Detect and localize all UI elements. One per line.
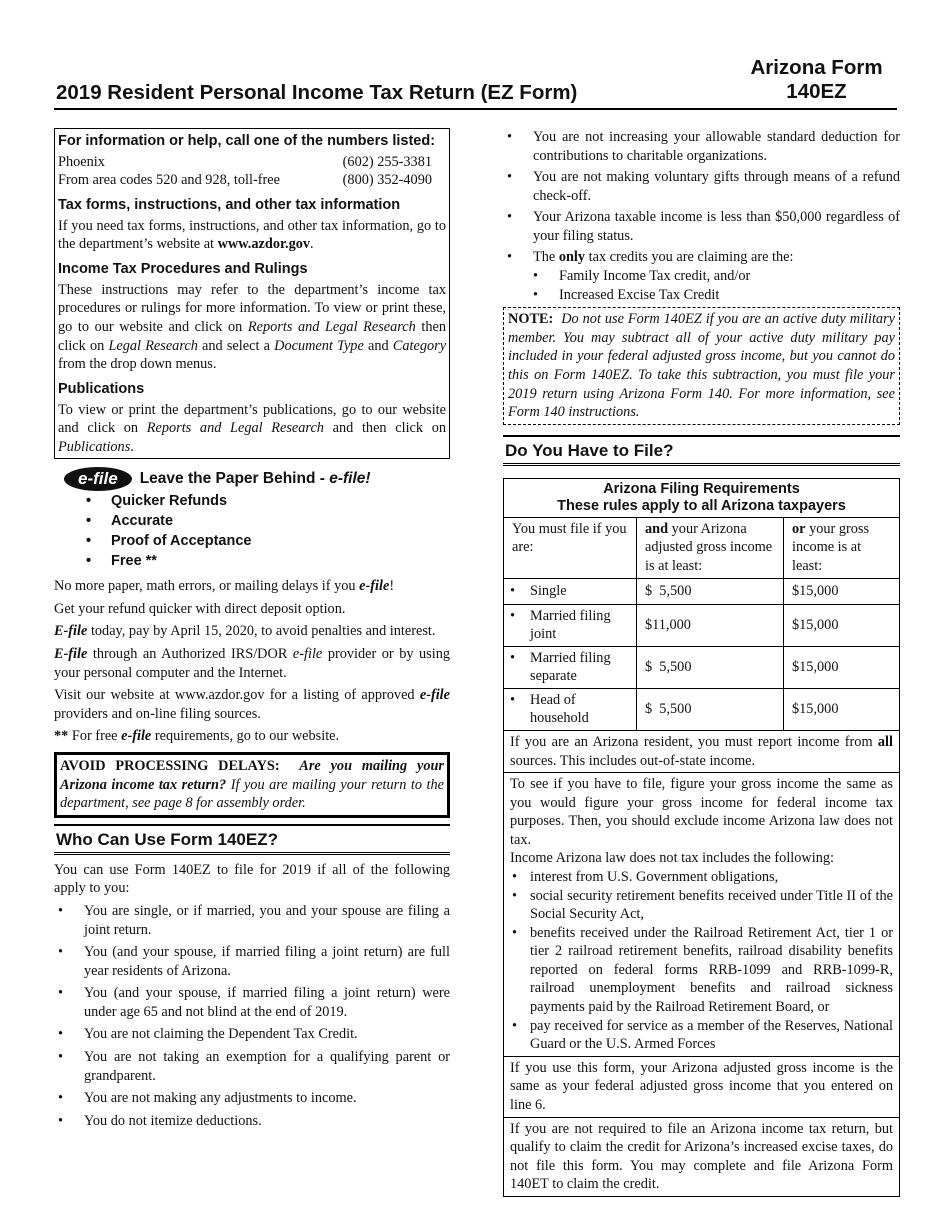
eligibility-list [503,128,900,267]
document-type-ref: Document Type [274,337,364,354]
efile-paragraph [54,622,450,641]
efile-text: Visit our website at www.azdor.gov for a listing of approved [54,687,415,704]
table-row [504,578,900,604]
resident-all: all [877,733,893,750]
rulings-text-1: These instructions may refer to the department’s income tax procedures or rulings for more information. To view or print these, go to our website and click on [58,281,446,335]
list-item [503,248,900,267]
efile-logo: e-file [64,467,132,491]
efile-paragraph [54,727,450,746]
gross-cell: $15,000 [784,646,900,688]
list-item: • benefits received under the Railroad Retirement Act, tier 1 or tier 2 railroad retirement benefits, railroad disability benefits reported on federal forms RRB-1099 and RRB-1099-R, railroad unemployment benefits and railroad sickness payments paid by the Railroad Retirement Board, or [510,924,893,1017]
agi-cell: $ 5,500 [637,578,784,604]
phone-row [58,153,446,172]
status-label: Married filing separate [530,649,611,685]
list-item: • You are not claiming the Dependent Tax Credit. [54,1025,450,1044]
status-cell: • Married filing separate [504,646,637,688]
who-intro: You can use Form 140EZ to file for 2019 if all of the following apply to you: [54,861,450,897]
note-text: Do not use Form 140EZ if you are an active duty military member. You may subtract all of your active duty military pay included in your federal adjusted gross income, but you cannot do this on Form 140EZ. To take this subtraction, you must file your 2019 return using Arizona Form 140. For more information, see Form 140 instructions. [508,311,895,421]
column-header: You must file if you are: [504,517,637,578]
who-heading: Who Can Use Form 140EZ? [54,824,450,855]
note-label: NOTE: [508,311,554,328]
phone-label: Phoenix [58,153,105,170]
table-row [504,1117,900,1196]
list-item: • social security retirement benefits received under Title II of the Social Security Act, [510,887,893,924]
list-item: • You are not increasing your allowable standard deduction for contributions to charitable organizations. [503,128,900,165]
efile-benefits-list [54,491,450,571]
efile-em: e-file [419,687,451,704]
table-subtitle-line: These rules apply to all Arizona taxpayers [557,497,846,514]
phone-label: From area codes 520 and 928, toll-free [58,172,280,189]
table-row [504,730,900,772]
efile-paragraph [54,577,450,596]
avoid-question: Are you mailing your Arizona income tax return? [60,757,444,793]
resident-text: If you are an Arizona resident, you must report income from [510,733,873,750]
list-item: • You do not itemize deductions. [54,1112,450,1131]
efile-title-em: e-file! [329,470,371,488]
resident-note [504,730,900,772]
forms-text-body: If you need tax forms, instructions, and other tax information, go to the department’s website at [58,217,446,253]
form-id: 140EZ [786,80,847,103]
status-label: Single [530,582,567,599]
col-text: your gross income is at least: [792,520,870,574]
efile-text: No more paper, math errors, or mailing delays if you [54,578,356,595]
credits-text: tax credits you are claiming are the: [588,249,794,266]
left-column [54,128,450,1130]
efile-text: requirements, go to our website. [154,728,340,745]
rulings-text-5: from the drop down menus. [58,356,217,373]
list-item: • Family Income Tax credit, and/or [503,267,900,286]
efile-paragraph [54,686,450,723]
help-heading: For information or help, call one of the numbers listed: [58,133,436,149]
col-text: your Arizona adjusted gross income is at least: [645,520,773,574]
list-item: • Accurate [54,511,450,531]
who-list [54,902,450,1130]
forms-heading: Tax forms, instructions, and other tax information [58,197,401,213]
list-item: • Free ** [54,551,450,571]
list-item: • You (and your spouse, if married filing a joint return) were under age 65 and not blind at the end of 2019. [54,984,450,1021]
efile-em: e-file [292,646,323,663]
efile-punct: ! [389,578,395,595]
gross-income-text: To see if you have to file, figure your gross income the same as you would figure your gross income for federal income tax purposes. Then, you should exclude income Arizona law does not tax. [510,776,893,848]
pubs-period: . [130,438,134,455]
efile-paragraph: Get your refund quicker with direct deposit option. [54,600,346,617]
rulings-heading: Income Tax Procedures and Rulings [58,261,308,277]
table-row [504,1056,900,1117]
table-header-row [504,517,900,578]
efile-em: e-file [359,578,390,595]
efile-em: e-file [121,728,152,745]
pubs-text-1: To view or print the department’s publications, go to our website and click on [58,401,446,437]
category-ref: Category [392,337,447,354]
col-bold: or [792,520,806,537]
footnote-mark: ** [54,728,69,745]
efile-paragraph [54,645,450,682]
pubs-text [58,401,446,457]
website-link[interactable]: www.azdor.gov [217,236,311,253]
phone-number: (800) 352-4090 [342,172,432,189]
credits-only: only [558,249,586,266]
military-note [503,307,900,424]
efile-em: E-file [54,623,88,640]
avoid-label: AVOID PROCESSING DELAYS: [60,757,280,774]
table-row [504,604,900,646]
legal-research-ref: Legal Research [108,337,198,354]
list-item: • interest from U.S. Government obligations, [510,868,893,887]
status-cell: • Head of household [504,688,637,730]
agi-cell: $11,000 [637,604,784,646]
efile-em: E-file [54,646,88,663]
efile-title-text: Leave the Paper Behind - [139,470,325,488]
pubs-text-2: and then click on [332,420,447,437]
form-number [744,56,889,104]
gross-cell: $15,000 [784,578,900,604]
credits-text: The [533,249,556,266]
reports-legal-research-ref: Reports and Legal Research [146,420,324,437]
list-item: • Your Arizona taxable income is less than $50,000 regardless of your filing status. [503,208,900,245]
filing-requirements-table [503,478,900,1197]
table-row [504,773,900,1057]
agi-note: If you use this form, your Arizona adjusted gross income is the same as your federal adjusted gross income that you entered on line 6. [504,1056,900,1117]
table-row [504,646,900,688]
publications-ref: Publications [58,438,131,455]
agi-cell: $ 5,500 [637,646,784,688]
header-rule [54,108,897,110]
gross-cell: $15,000 [784,688,900,730]
list-item: • You are not making voluntary gifts through means of a refund check-off. [503,168,900,205]
list-item: • Quicker Refunds [54,491,450,511]
avoid-text: If you are mailing your return to the department, see page 8 for assembly order. [60,776,445,812]
resident-text: sources. This includes out-of-state income. [510,752,756,769]
rulings-text-3: and select a [202,337,270,354]
form-label: Arizona Form [750,56,883,79]
gross-cell: $15,000 [784,604,900,646]
forms-text: If you need tax forms, instructions, and other tax information, go to the department’s website at www.azdor.gov. [58,217,446,253]
list-item: • Increased Excise Tax Credit [503,286,900,305]
efile-header [54,467,450,491]
file-heading: Do You Have to File? [503,435,900,466]
status-cell: • Married filing joint [504,604,637,646]
table-title-line: Arizona Filing Requirements [603,480,800,497]
list-item: • You are not taking an exemption for a qualifying parent or grandparent. [54,1048,450,1085]
list-item: • You are single, or if married, you and your spouse are filing a joint return. [54,902,450,939]
gross-income-note [504,773,900,1057]
rulings-text [58,281,446,374]
list-item: • Proof of Acceptance [54,531,450,551]
efile-text: today, pay by April 15, 2020, to avoid penalties and interest. [90,623,436,640]
table-title [504,478,900,517]
excise-note: If you are not required to file an Arizona income tax return, but qualify to claim the credit for Arizona’s increased excise taxes, do not file this form. You may complete and file Arizona Form 140ET to claim the credit. [504,1117,900,1196]
efile-text: providers and on-line filing sources. [54,705,261,722]
efile-text: provider or by using your personal computer and the Internet. [54,646,451,681]
list-item: • You (and your spouse, if married filing a joint return) are full year residents of Arizona. [54,943,450,980]
pubs-heading: Publications [58,380,145,397]
agi-cell: $ 5,500 [637,688,784,730]
phone-number: (602) 255-3381 [342,153,432,170]
column-header [637,517,784,578]
status-cell: • Single [504,578,637,604]
page-title: 2019 Resident Personal Income Tax Return (EZ Form) [56,81,578,104]
right-column [503,128,900,1197]
table-row [504,688,900,730]
efile-title [140,469,371,489]
efile-text: For free [71,728,118,745]
credits-list [503,267,900,304]
excluded-income-list [510,868,893,1054]
list-item: • pay received for service as a member of the Reserves, National Guard or the U.S. Armed Forces [510,1017,893,1054]
exclude-intro: Income Arizona law does not tax includes the following: [510,850,834,867]
efile-text: through an Authorized IRS/DOR [92,646,288,663]
phone-row [58,171,446,190]
status-label: Married filing joint [530,607,611,643]
rulings-text-4: and [367,337,389,354]
col-bold: and [645,520,669,537]
table-title-row [504,478,900,517]
status-label: Head of household [530,691,589,727]
rulings-text-2: then click on [58,319,446,354]
list-item: • You are not making any adjustments to income. [54,1089,450,1108]
info-box [54,128,450,459]
avoid-delays-box [54,752,450,818]
reports-legal-research-ref: Reports and Legal Research [247,319,416,335]
column-header [784,517,900,578]
